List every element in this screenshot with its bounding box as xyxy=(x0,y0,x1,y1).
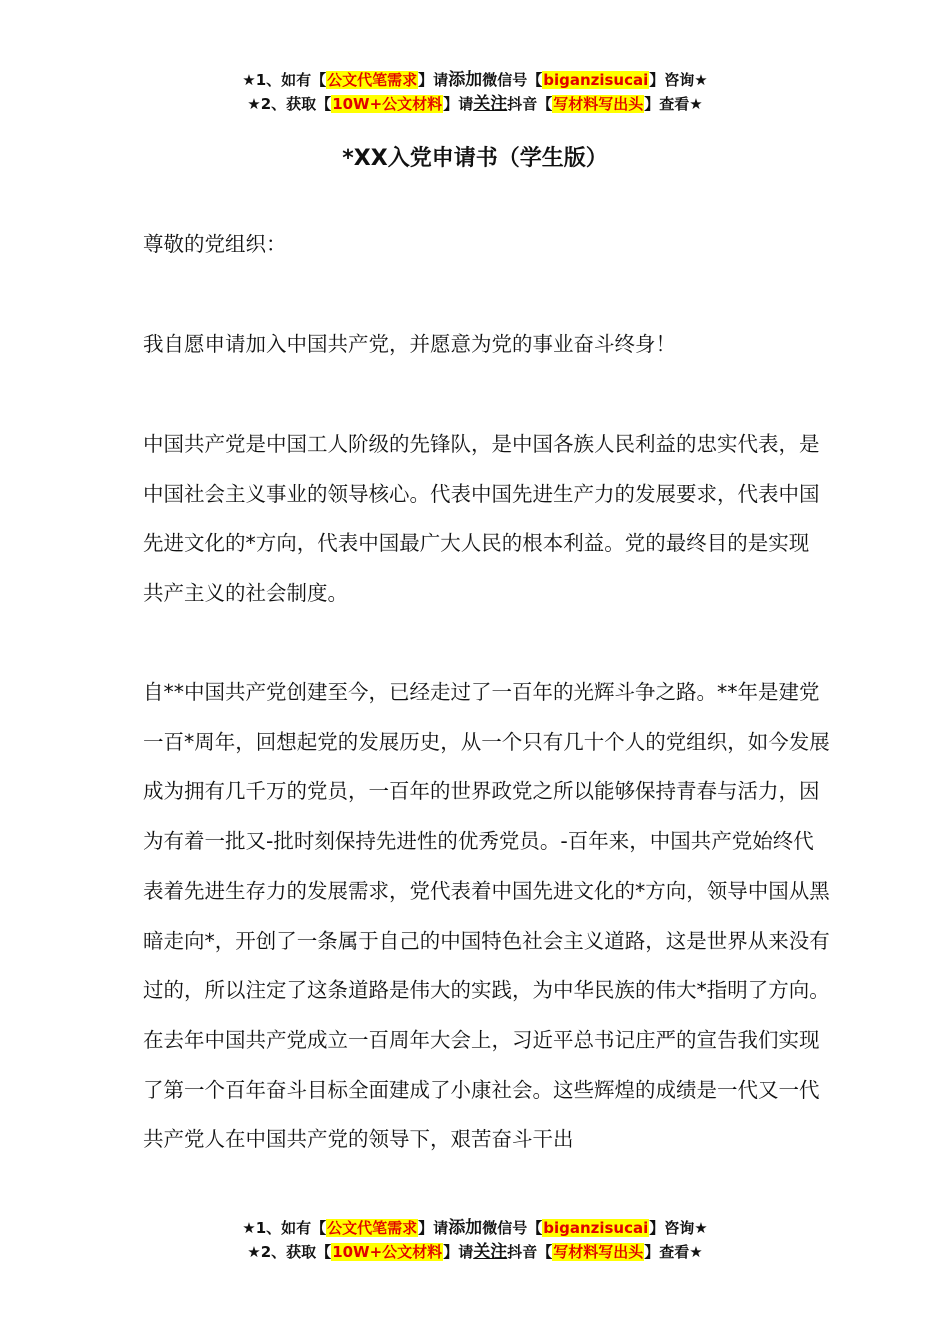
paragraph-1 xyxy=(143,320,823,370)
banner-highlight: biganzisucai xyxy=(543,1219,649,1237)
footer-banner xyxy=(0,1216,950,1264)
banner-text: 】请 xyxy=(443,95,474,113)
banner-text: 抖音【 xyxy=(507,95,553,113)
banner-text: ★1、如有【 xyxy=(242,71,327,89)
banner-emphasis: 添加 xyxy=(448,1218,483,1238)
banner-text: 】咨询★ xyxy=(649,71,708,89)
banner-text: 】请 xyxy=(418,71,449,89)
banner-text: 抖音【 xyxy=(507,1243,553,1261)
paragraph-3 xyxy=(143,668,833,1165)
banner-highlight: 公文代笔需求 xyxy=(327,71,418,89)
banner-highlight: 公文代笔需求 xyxy=(327,1219,418,1237)
banner-emphasis: 关注 xyxy=(473,1242,508,1262)
banner-line-1 xyxy=(0,1216,950,1240)
banner-text: 】查看★ xyxy=(644,1243,703,1261)
banner-highlight: biganzisucai xyxy=(543,71,649,89)
banner-text: 】请 xyxy=(418,1219,449,1237)
paragraph-text: 中国共产党是中国工人阶级的先锋队，是中国各族人民利益的忠实代表，是中国社会主义事业的领导核心。代表中国先进生产力的发展要求，代表中国先进文化的*方向，代表中国最广大人民的根本利益。党的最终目的是实现共产主义的社会制度。 xyxy=(143,432,820,606)
banner-line-2 xyxy=(0,1240,950,1264)
banner-text: 】请 xyxy=(443,1243,474,1261)
salutation xyxy=(143,220,823,270)
banner-text: ★1、如有【 xyxy=(242,1219,327,1237)
banner-text: ★2、获取【 xyxy=(247,95,332,113)
salutation-text: 尊敬的党组织： xyxy=(143,232,287,256)
banner-line-1 xyxy=(0,68,950,92)
banner-emphasis: 关注 xyxy=(473,94,508,114)
banner-text: 】咨询★ xyxy=(649,1219,708,1237)
paragraph-2 xyxy=(143,420,823,619)
banner-text: 微信号【 xyxy=(482,1219,543,1237)
banner-text: 微信号【 xyxy=(482,71,543,89)
banner-highlight: 写材料写出头 xyxy=(553,1243,644,1261)
paragraph-text: 自**中国共产党创建至今，已经走过了一百年的光辉斗争之路。**年是建党一百*周年，回想起党的发展历史，从一个只有几十个人的党组织，如今发展成为拥有几千万的党员，一百年的世界政党之所以能够保持青春与活力，因为有着一批又-批时刻保持先进性的优秀党员。-百年来，中国共产党始终代表着先进生存力的发展需求，党代表着中国先进文化的*方向，领导中国从黑暗走向*，开创了一条属于自己的中国特色社会主义道路，这是世界从来没有过的，所以注定了这条道路是伟大的实践，为中华民族的伟大*指明了方向。在去年中国共产党成立一百周年大会上，习近平总书记庄严的宣告我们实现了第一个百年奋斗目标全面建成了小康社会。这些辉煌的成绩是一代又一代共产党人在中国共产党的领导下，艰苦奋斗干出 xyxy=(143,680,830,1152)
paragraph-text: 我自愿申请加入中国共产党，并愿意为党的事业奋斗终身！ xyxy=(143,332,676,356)
banner-highlight: 10W+公文材料 xyxy=(332,1243,443,1261)
banner-text: ★2、获取【 xyxy=(247,1243,332,1261)
document-title: *XX入党申请书（学生版） xyxy=(342,145,608,171)
banner-emphasis: 添加 xyxy=(448,70,483,90)
banner-highlight: 写材料写出头 xyxy=(553,95,644,113)
header-banner xyxy=(0,68,950,116)
banner-text: 】查看★ xyxy=(644,95,703,113)
banner-highlight: 10W+公文材料 xyxy=(332,95,443,113)
banner-line-2 xyxy=(0,92,950,116)
